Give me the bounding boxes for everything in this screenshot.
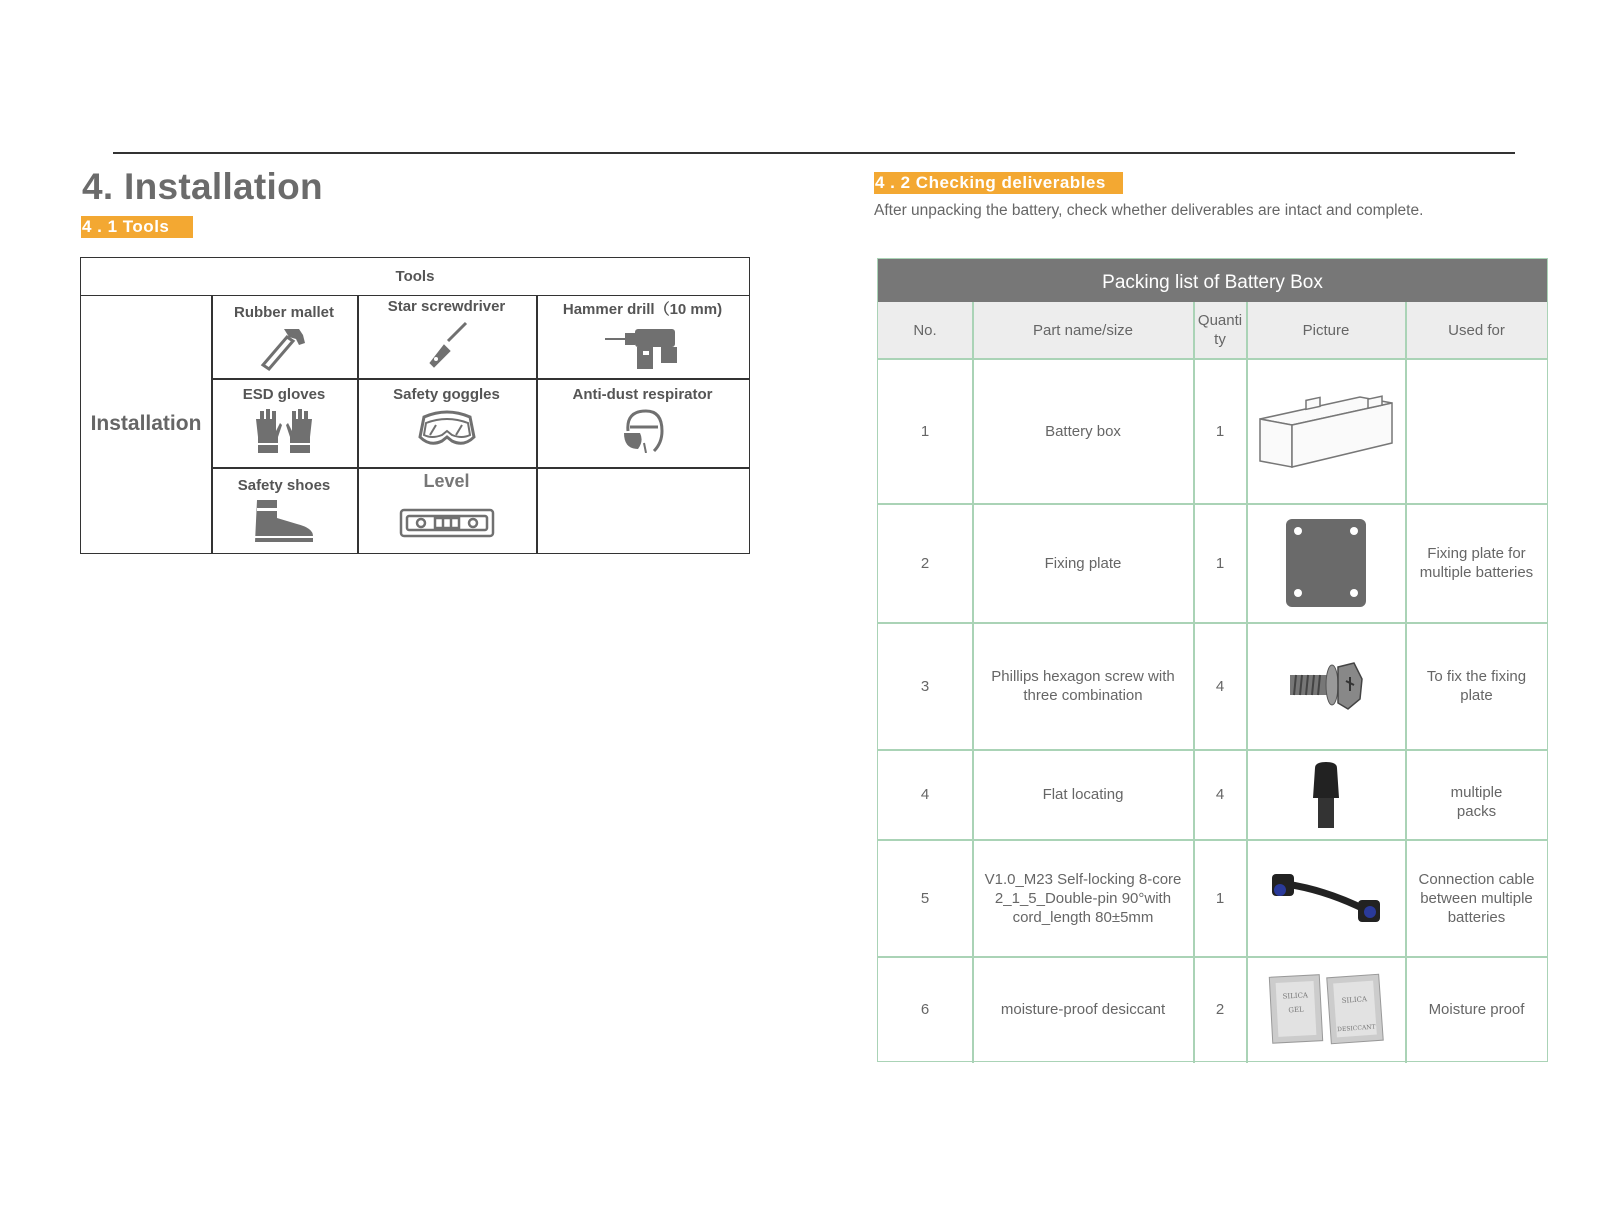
- desiccant-print: SILICA: [1282, 991, 1309, 1001]
- tools-table: [80, 257, 750, 554]
- drill-icon: [603, 323, 683, 371]
- col-header-part: Part name/size: [1032, 321, 1134, 339]
- section-deliverables-heading: 4 . 2 Checking deliverables: [874, 172, 1123, 194]
- row-part: Phillips hexagon screw with three combination: [991, 668, 1175, 704]
- gloves-icon: [252, 407, 316, 453]
- tool-cell: [357, 298, 536, 369]
- tools-header: Tools: [81, 258, 749, 296]
- row-part: moisture-proof desiccant: [1000, 1000, 1166, 1018]
- row-used: [1406, 359, 1547, 503]
- tool-label: Rubber mallet: [233, 304, 335, 321]
- screw-image: [1247, 623, 1405, 749]
- row-used: Fixing plate for multiple batteries: [1419, 545, 1534, 581]
- col-header-qty: Quanti ty: [1197, 312, 1243, 348]
- desiccant-print: SILICA: [1341, 995, 1368, 1005]
- row-part: Flat locating: [1042, 786, 1124, 803]
- top-rule: [113, 152, 1515, 154]
- row-no: 1: [920, 422, 930, 440]
- packing-list-title: Packing list of Battery Box: [878, 259, 1547, 302]
- row-used: Connection cable between multiple batteries: [1418, 870, 1535, 926]
- row-part: Battery box: [1045, 422, 1121, 440]
- tool-label: Hammer drill（10 mm): [562, 301, 723, 318]
- row-no: 5: [920, 889, 930, 907]
- packing-list-table: [877, 258, 1548, 1062]
- fixing-plate-image: [1247, 504, 1405, 622]
- tool-cell: [357, 386, 536, 451]
- row-qty: 4: [1215, 786, 1225, 803]
- desiccant-print: DESICCANT: [1336, 1023, 1376, 1034]
- col-header-picture: Picture: [1302, 321, 1350, 339]
- respirator-icon: [618, 407, 668, 453]
- row-no: 3: [920, 677, 930, 695]
- desiccant-image: [1247, 957, 1405, 1061]
- battery-box-image: [1247, 359, 1405, 503]
- boot-icon: [251, 498, 317, 544]
- tool-cell: [211, 386, 357, 453]
- col-header-no: No.: [913, 321, 937, 339]
- page-title: 4. Installation: [82, 166, 323, 207]
- col-header-used: Used for: [1448, 321, 1505, 339]
- tool-label: Anti-dust respirator: [572, 386, 713, 403]
- locating-pin-image: [1247, 750, 1405, 839]
- row-used: Moisture proof: [1428, 1000, 1525, 1018]
- hammer-icon: [259, 325, 309, 371]
- row-qty: 1: [1215, 889, 1225, 907]
- row-qty: 1: [1215, 554, 1225, 572]
- tool-label: Safety goggles: [393, 386, 500, 403]
- tool-label: ESD gloves: [242, 386, 326, 403]
- row-part: Fixing plate: [1044, 554, 1122, 572]
- screwdriver-icon: [422, 319, 472, 369]
- tool-cell: [211, 304, 357, 371]
- section-tools-heading: 4 . 1 Tools: [81, 216, 193, 238]
- cable-image: [1247, 840, 1405, 956]
- tool-cell: [536, 386, 749, 453]
- desiccant-print: GEL: [1288, 1005, 1304, 1015]
- row-qty: 1: [1215, 422, 1225, 440]
- tool-label: Safety shoes: [237, 477, 331, 494]
- goggles-icon: [416, 407, 478, 451]
- row-part: V1.0_M23 Self-locking 8-core 2_1_5_Double-pin 90°with cord_length 80±5mm: [984, 870, 1182, 926]
- row-used: multiple packs: [1450, 783, 1503, 820]
- row-no: 2: [920, 554, 930, 572]
- level-icon: [399, 506, 495, 540]
- row-qty: 4: [1215, 677, 1225, 695]
- tool-cell: [357, 471, 536, 540]
- tool-cell: [211, 477, 357, 544]
- row-qty: 2: [1215, 1000, 1225, 1018]
- row-no: 4: [920, 786, 930, 803]
- tool-label: Level: [423, 471, 470, 491]
- tools-category: Installation: [81, 295, 212, 553]
- row-used: To fix the fixing plate: [1426, 668, 1527, 704]
- row-no: 6: [920, 1000, 930, 1018]
- tool-cell: [536, 298, 749, 371]
- tool-label: Star screwdriver: [387, 298, 506, 315]
- intro-text: After unpacking the battery, check whether deliverables are intact and complete.: [874, 202, 1424, 219]
